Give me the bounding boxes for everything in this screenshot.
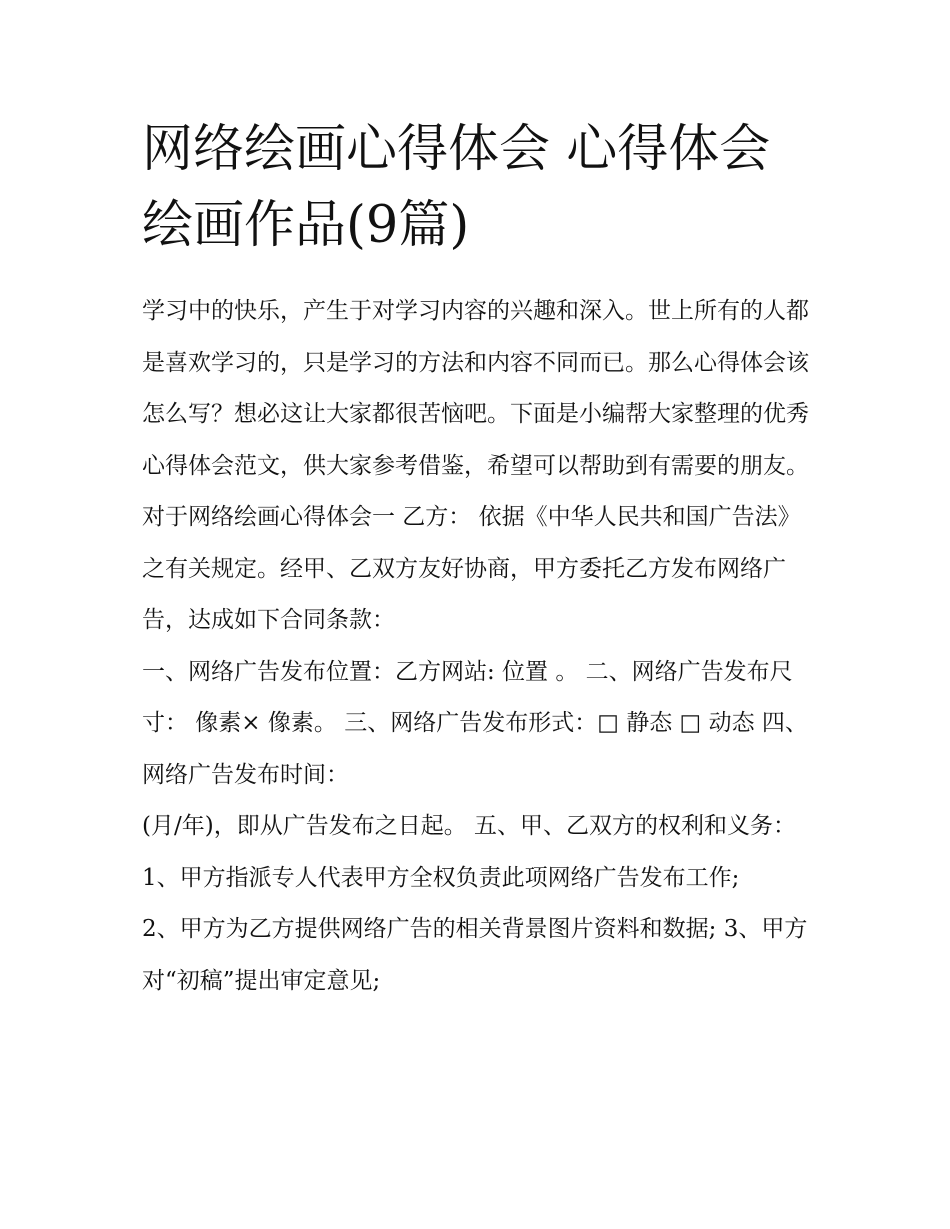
document-page: [142, 112, 817, 1007]
ad-duration-paragraph: (月/年)，即从广告发布之日起。 五、甲、乙双方的权利和义务： 1、甲方指派专人代表甲方全权负责此项网络广告发布工作;: [142, 813, 797, 891]
document-title: 网络绘画心得体会 心得体会绘画作品(9篇): [142, 120, 771, 255]
intro-paragraph: 学习中的快乐，产生于对学习内容的兴趣和深入。世上所有的人都是喜欢学习的，只是学习的方法和内容不同而已。那么心得体会该怎么写？想必这让大家都很苦恼吧。下面是小编帮大家整理的优秀心得体会范文，供大家参考借鉴，希望可以帮助到有需要的朋友。: [142, 298, 809, 479]
party-obligations-paragraph: 2、甲方为乙方提供网络广告的相关背景图片资料和数据; 3、甲方对“初稿”提出审定意见;: [142, 916, 808, 994]
ad-position-paragraph: 一、网络广告发布位置：乙方网站: 位置 。 二、网络广告发布尺寸： 像素× 像素。 三、网络广告发布形式：□ 静态 □ 动态 四、网络广告发布时间：: [142, 658, 808, 788]
contract-intro-paragraph: 对于网络绘画心得体会一 乙方： 依据《中华人民共和国广告法》之有关规定。经甲、乙双方友好协商，甲方委托乙方发布网络广告，达成如下合同条款：: [142, 504, 801, 633]
